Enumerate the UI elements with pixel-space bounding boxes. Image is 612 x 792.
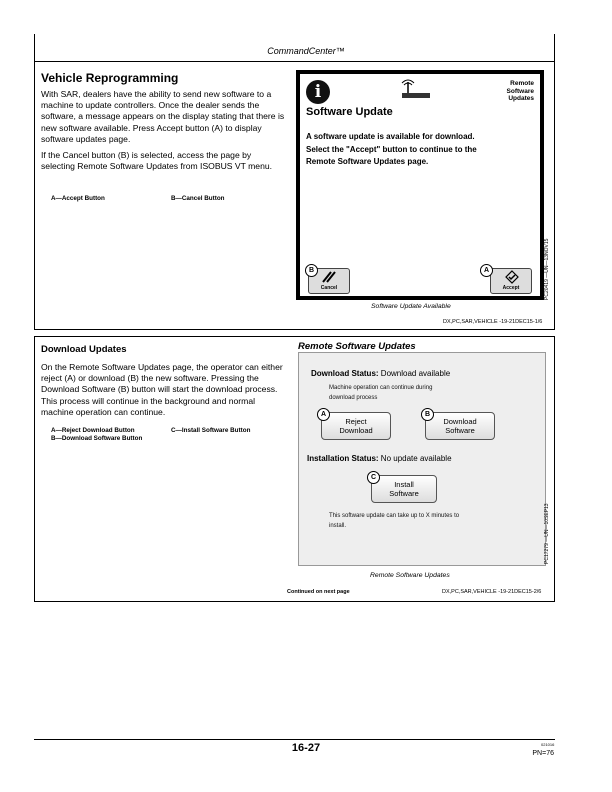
install-software-button[interactable] <box>371 475 437 503</box>
section1-ref: DX,PC,SAR,VEHICLE -19-21DEC15-1/6 <box>443 319 543 325</box>
section2-bottom-rule <box>34 601 555 602</box>
download-note <box>329 383 432 403</box>
section1-bottom-rule <box>34 329 555 330</box>
remote-label-line3: Updates <box>508 95 534 102</box>
accept-diamond-icon <box>505 270 519 284</box>
section1-left-border <box>34 34 35 330</box>
page-number: 16-27 <box>291 742 321 754</box>
callout-b-download: B <box>421 408 434 421</box>
install-line2: Software <box>389 489 419 498</box>
download-software-button[interactable] <box>425 412 495 440</box>
download-status-row <box>311 369 450 378</box>
remote-label-line1: Remote <box>510 80 534 87</box>
section1-para1: With SAR, dealers have the ability to send new software to a machine to update controllers. Once the dealer sends the software, a message appears on the display stating that there is new software available. Press Accept button (A) to display software updates page. <box>41 89 285 144</box>
section1-para2: If the Cancel button (B) is selected, access the page by selecting Remote Software Updates from ISOBUS VT menu. <box>41 150 273 172</box>
installation-status-value: No update available <box>380 454 452 463</box>
footer-pn: PN=76 <box>532 750 554 757</box>
installation-status-label: Installation Status: <box>307 454 379 463</box>
software-update-screen-inner <box>300 74 540 296</box>
section1-right-border <box>554 34 555 330</box>
install-note <box>329 511 459 531</box>
reject-line2: Download <box>339 426 373 435</box>
remote-updates-title: Remote Software Updates <box>298 341 416 352</box>
accept-button-label: Accept <box>502 285 520 291</box>
cancel-slash-icon <box>321 271 337 283</box>
section1-legend-a: A—Accept Button <box>51 195 105 202</box>
section2-legend-a: A—Reject Download Button <box>51 427 135 434</box>
callout-a: A <box>480 264 493 277</box>
info-icon: i <box>306 80 330 104</box>
install-note-line2: install. <box>329 523 347 529</box>
section2-top-rule <box>34 336 555 337</box>
section2-left-border <box>34 336 35 602</box>
figure1-caption: Software Update Available <box>371 303 451 310</box>
figure1-side-ref: PC20419 —UN—13NOV15 <box>544 238 550 300</box>
running-title: CommandCenter™ <box>267 46 345 56</box>
message-line1: A software update is available for download. <box>306 132 475 141</box>
section2-title: Download Updates <box>41 344 127 355</box>
continued-note: Continued on next page <box>287 589 350 595</box>
cancel-button-label: Cancel <box>320 285 338 291</box>
remote-software-updates-label <box>507 80 534 103</box>
figure2-side-ref: PC17279 —UN—10SEP13 <box>544 503 550 564</box>
download-line2: Software <box>445 426 475 435</box>
download-note-line1: Machine operation can continue during <box>329 385 433 391</box>
remote-label-line2: Software <box>506 87 534 95</box>
software-update-title: Software Update <box>306 106 393 118</box>
section1-title: Vehicle Reprogramming <box>41 71 179 85</box>
callout-b: B <box>305 264 318 277</box>
figure2-caption: Remote Software Updates <box>370 572 450 579</box>
install-line1: Install <box>394 480 414 489</box>
callout-c-install: C <box>367 471 380 484</box>
section2-ref: DX,PC,SAR,VEHICLE -19-21DEC15-2/6 <box>442 589 542 595</box>
section2-legend-b: B—Download Software Button <box>51 435 143 442</box>
callout-a-reject: A <box>317 408 330 421</box>
download-status-label: Download Status: <box>311 369 379 378</box>
section2-para1: On the Remote Software Updates page, the operator can either reject (A) or download (B) the new software. Pressing the Download Software (B) button will start the download process. This process will continue in the background and normal machine operation can continue. <box>41 362 283 417</box>
install-note-line1: This software update can take up to X minutes to <box>329 513 460 519</box>
footer-small-code: 021016 <box>541 742 555 747</box>
reject-line1: Reject <box>345 417 367 426</box>
section1-legend-b: B—Cancel Button <box>171 195 225 202</box>
section2-right-border <box>554 336 555 602</box>
download-line1: Download <box>443 417 477 426</box>
message-line3: Remote Software Updates page. <box>306 157 429 166</box>
accept-button[interactable] <box>490 268 532 294</box>
download-status-value: Download available <box>380 369 451 378</box>
footer-rule <box>34 739 555 740</box>
section2-legend-c: C—Install Software Button <box>171 427 251 434</box>
reject-download-button[interactable] <box>321 412 391 440</box>
installation-status-row <box>307 454 452 463</box>
message-line2: Select the "Accept" button to continue to the <box>306 144 477 154</box>
remote-updates-screen <box>298 352 546 566</box>
software-update-message <box>306 131 536 169</box>
software-update-screen <box>296 70 544 300</box>
download-note-line2: download process <box>329 395 378 401</box>
antenna-modem-icon <box>396 78 434 100</box>
section1-top-rule <box>34 61 555 62</box>
